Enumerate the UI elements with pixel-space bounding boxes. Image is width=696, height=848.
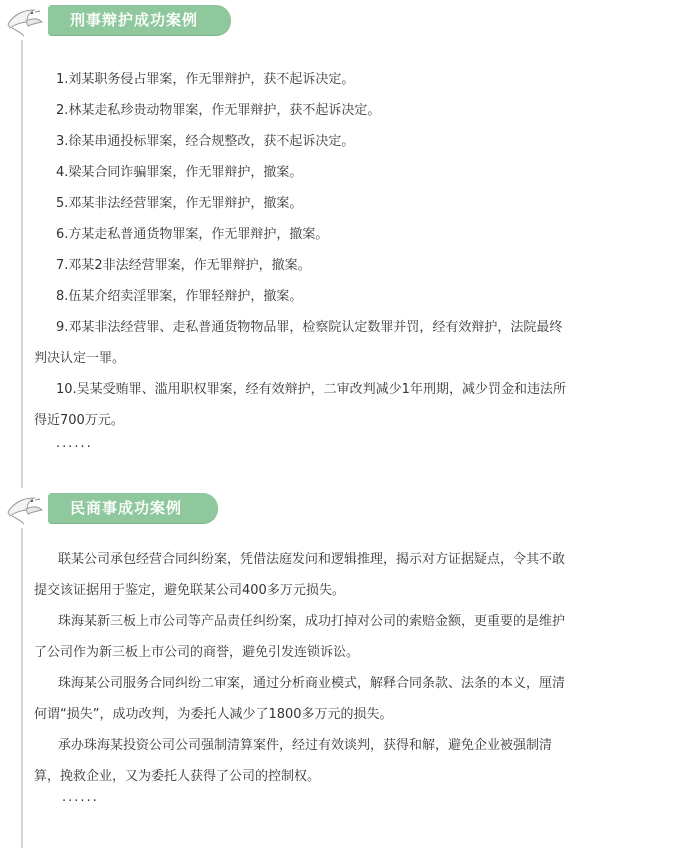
list-item: 3.徐某串通投标罪案，经合规整改，获不起诉决定。 [56, 134, 355, 149]
section-title-badge [48, 5, 231, 35]
paragraph-line: 何谓“损失”，成功改判，为委托人减少了1800多万元的损失。 [34, 707, 393, 722]
paragraph-line: 算，挽救企业，又为委托人获得了公司的控制权。 [34, 769, 321, 784]
paragraph-line: 珠海某公司服务合同纠纷二审案，通过分析商业模式，解释合同条款、法条的本义，厘清 [58, 676, 566, 691]
case-paragraph [34, 606, 678, 668]
more-ellipsis: ...... [62, 790, 99, 805]
bird-sketch-icon [4, 4, 44, 38]
case-paragraph [34, 544, 678, 606]
section-rule [21, 40, 23, 488]
list-item-line: 得近700万元。 [34, 413, 124, 428]
section-title: 刑事辩护成功案例 [70, 11, 199, 29]
list-item: 2.林某走私珍贵动物罪案，作无罪辩护，获不起诉决定。 [56, 103, 381, 118]
list-item: 5.邓某非法经营罪案，作无罪辩护，撤案。 [56, 196, 303, 211]
list-item: 8.伍某介绍卖淫罪案，作罪轻辩护，撤案。 [56, 289, 303, 304]
list-item: 6.方某走私普通货物罪案，作无罪辩护，撤案。 [56, 227, 329, 242]
list-item: 7.邓某2非法经营罪案，作无罪辩护，撤案。 [56, 258, 311, 273]
section-rule [21, 528, 23, 848]
section-title-badge [48, 493, 218, 523]
list-item: 4.梁某合同诈骗罪案，作无罪辩护，撤案。 [56, 165, 303, 180]
civil-section [0, 488, 696, 848]
paragraph-line: 承办珠海某投资公司公司强制清算案件，经过有效谈判，获得和解，避免企业被强制清 [58, 738, 553, 753]
more-ellipsis: ...... [56, 436, 93, 451]
case-paragraph [34, 730, 678, 792]
list-item-line: 9.邓某非法经营罪、走私普通货物物品罪，检察院认定数罪并罚，经有效辩护，法院最终 [56, 320, 563, 335]
list-item-line: 10.吴某受贿罪、滥用职权罪案，经有效辩护，二审改判减少1年刑期，减少罚金和违法所 [56, 382, 566, 397]
list-item [34, 374, 676, 436]
list-item [34, 312, 676, 374]
list-item: 1.刘某职务侵占罪案，作无罪辩护，获不起诉决定。 [56, 72, 355, 87]
bird-sketch-icon [4, 492, 44, 526]
paragraph-line: 了公司作为新三板上市公司的商誉，避免引发连锁诉讼。 [34, 645, 360, 660]
section-title: 民商事成功案例 [70, 499, 183, 517]
case-paragraph [34, 668, 678, 730]
paragraph-line: 联某公司承包经营合同纠纷案，凭借法庭发问和逻辑推理，揭示对方证据疑点，令其不敢 [58, 552, 566, 567]
civil-case-paragraphs [34, 544, 678, 792]
criminal-case-list [34, 64, 676, 436]
list-item-line: 判决认定一罪。 [34, 351, 126, 366]
paragraph-line: 珠海某新三板上市公司等产品责任纠纷案，成功打掉对公司的索赔金额，更重要的是维护 [58, 614, 566, 629]
paragraph-line: 提交该证据用于鉴定，避免联某公司400多万元损失。 [34, 583, 345, 598]
